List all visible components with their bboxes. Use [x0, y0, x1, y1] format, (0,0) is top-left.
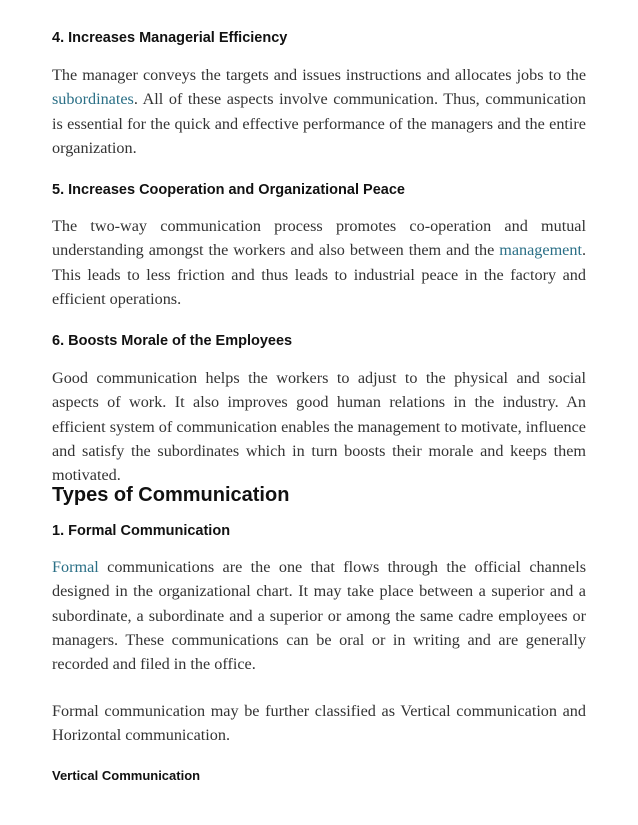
paragraph-text: The two-way communication process promotes co-operation and mutual understanding amongst the workers and also between them and the [52, 217, 586, 260]
paragraph-morale: Good communication helps the workers to adjust to the physical and social aspects of work. It also improves good human relations in the industry. An efficient system of communication enables the management to motivate, influence and satisfy the subordinates which in turn boosts their morale and keeps them motivated. [52, 369, 586, 485]
section-title-types: Types of Communication [52, 484, 290, 506]
paragraph-text: . All of these aspects involve communication. Thus, communication is essential for the quick and effective performance of the managers and the entire organization. [52, 90, 586, 157]
management-link[interactable]: management [499, 241, 582, 260]
paragraph-managerial-efficiency [52, 63, 586, 160]
heading-cooperation: 5. Increases Cooperation and Organizational Peace [52, 182, 405, 198]
paragraph-formal-classification: Formal communication may be further classified as Vertical communication and Horizontal communication. [52, 702, 586, 745]
paragraph-text: The manager conveys the targets and issues instructions and allocates jobs to the [52, 66, 586, 84]
paragraph-text: . This leads to less friction and thus leads to industrial peace in the factory and efficient operations. [52, 241, 586, 308]
paragraph-text: communications are the one that flows through the official channels designed in the organizational chart. It may take place between a superior and a subordinate, a subordinate and a superior or among the same cadre employees or managers. These communications can be oral or in writing and are generally recorded and filed in the office. [52, 558, 586, 674]
heading-morale: 6. Boosts Morale of the Employees [52, 333, 293, 349]
heading-managerial-efficiency: 4. Increases Managerial Efficiency [52, 30, 288, 46]
paragraph-formal-communication [52, 555, 586, 676]
heading-vertical-communication: Vertical Communication [52, 768, 201, 783]
paragraph-cooperation [52, 214, 586, 311]
subordinates-link[interactable]: subordinates [52, 90, 134, 109]
heading-formal-communication: 1. Formal Communication [52, 523, 231, 539]
formal-link[interactable]: Formal [52, 558, 99, 576]
